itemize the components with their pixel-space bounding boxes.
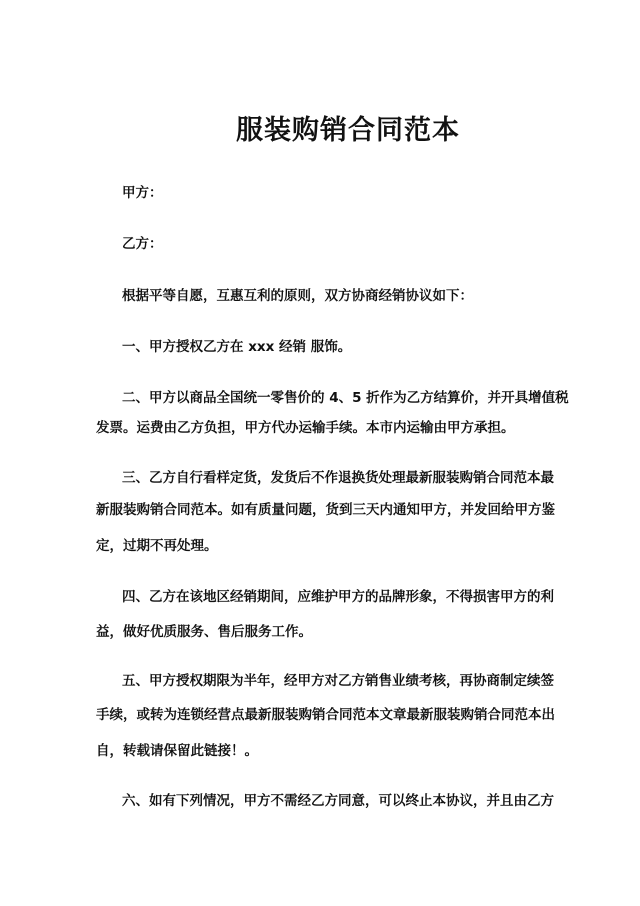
clause-5-line-2: 手续，或转为连锁经营点最新服装购销合同范本文章最新服装购销合同范本出 bbox=[96, 707, 555, 723]
clause-3-line-1: 三、乙方自行看样定货，发货后不作退换货处理最新服装购销合同范本最 bbox=[122, 470, 554, 486]
clause-5-line-3: 自，转载请保留此链接！。 bbox=[96, 743, 258, 759]
clause-3-line-2: 新服装购销合同范本。如有质量问题，货到三天内通知甲方，并发回给甲方鉴 bbox=[96, 502, 555, 518]
party-b-label: 乙方： bbox=[122, 236, 163, 252]
clause-4-line-2: 益，做好优质服务、售后服务工作。 bbox=[96, 624, 312, 640]
clause-2-line-1: 二、甲方以商品全国统一零售价的 4、5 折作为乙方结算价，并开具增值税 bbox=[122, 390, 569, 406]
clause-6-line-1: 六、如有下列情况，甲方不需经乙方同意，可以终止本协议，并且由乙方 bbox=[122, 793, 554, 809]
clause-1: 一、甲方授权乙方在 xxx 经销 服饰。 bbox=[122, 339, 352, 355]
intro-paragraph: 根据平等自愿，互惠互利的原则，双方协商经销协议如下： bbox=[122, 288, 473, 304]
document-title: 服装购销合同范本 bbox=[236, 115, 460, 146]
clause-4-line-1: 四、乙方在该地区经销期间，应维护甲方的品牌形象，不得损害甲方的利 bbox=[122, 589, 554, 605]
clause-5-line-1: 五、甲方授权期限为半年，经甲方对乙方销售业绩考核，再协商制定续签 bbox=[122, 673, 554, 689]
party-a-label: 甲方： bbox=[122, 185, 163, 201]
clause-3-line-3: 定，过期不再处理。 bbox=[96, 538, 218, 554]
clause-2-line-2: 发票。运费由乙方负担，甲方代办运输手续。本市内运输由甲方承担。 bbox=[96, 420, 515, 436]
